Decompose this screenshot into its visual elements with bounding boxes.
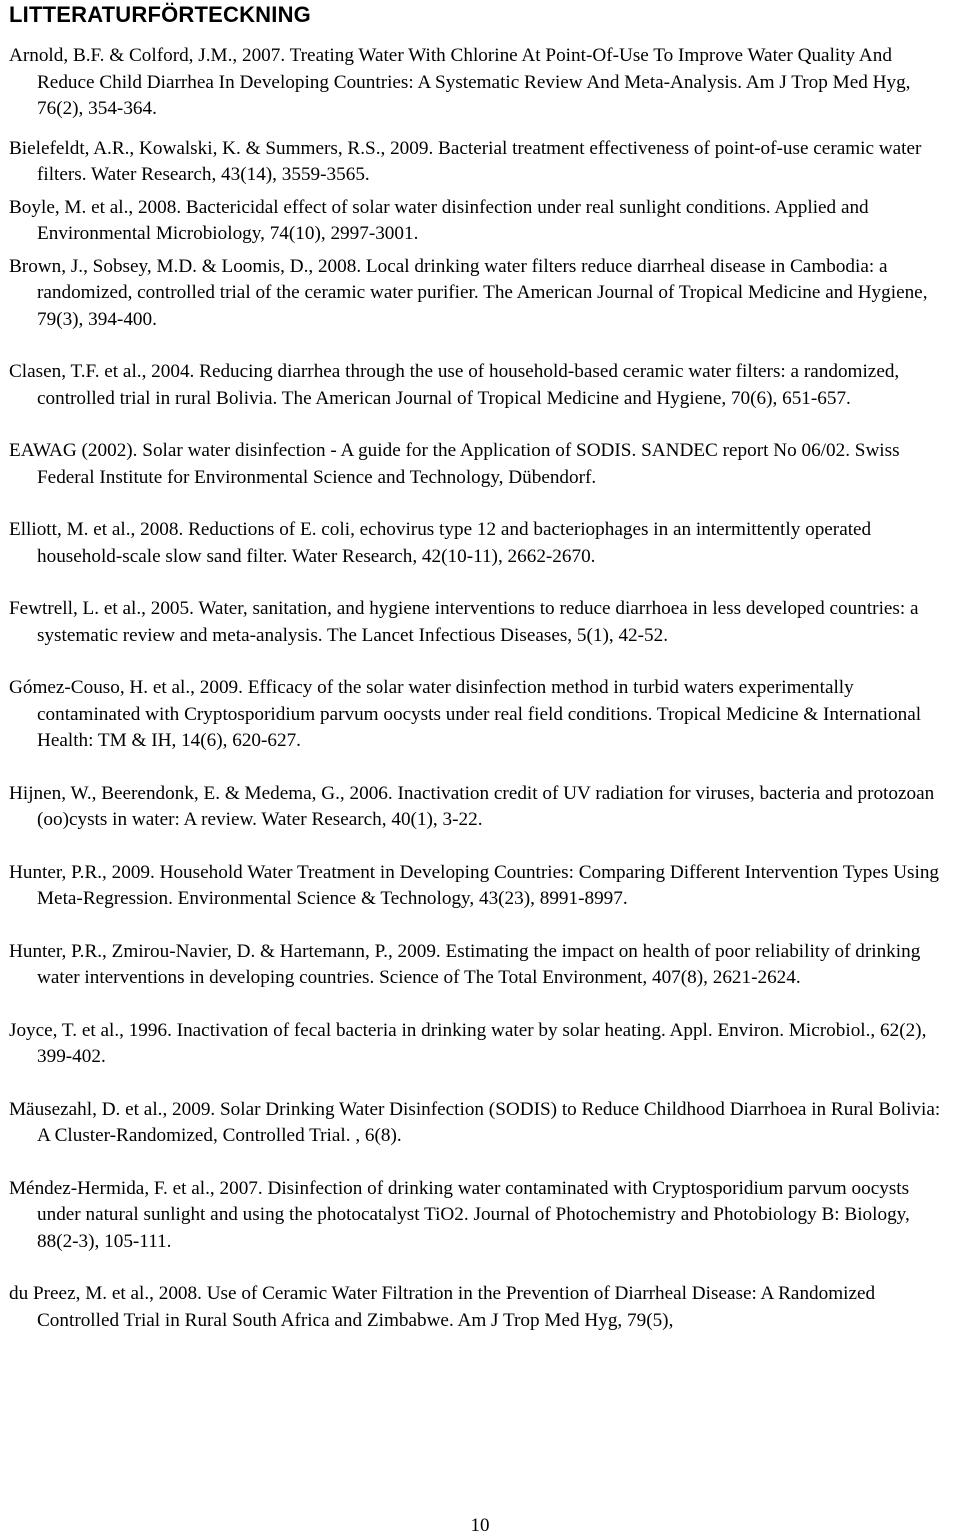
reference-item: Boyle, M. et al., 2008. Bactericidal effect of solar water disinfection under real sunlight conditions. Applied and Environmental Microbiology, 74(10), 2997-3001. [9, 196, 869, 244]
reference-list [0, 43, 960, 1334]
reference-item: Gómez-Couso, H. et al., 2009. Efficacy of the solar water disinfection method in turbid waters experimentally contaminated with Cryptosporidium parvum oocysts under real field conditions. Tropical Medicine & International Health: TM & IH, 14(6), 620-627. [9, 677, 922, 751]
reference-item: Arnold, B.F. & Colford, J.M., 2007. Treating Water With Chlorine At Point-Of-Use To Improve Water Quality And Reduce Child Diarrhea In Developing Countries: A Systematic Review And Meta-Analysis. Am J Trop Med Hyg, 76(2), 354-364. [9, 45, 911, 119]
reference-item: Méndez-Hermida, F. et al., 2007. Disinfection of drinking water contaminated with Cryptosporidium parvum oocysts under natural sunlight and using the photocatalyst TiO2. Journal of Photochemistry and Photobiology B: Biology, 88(2-3), 105-111. [9, 1177, 910, 1252]
page-number: 10 [470, 1515, 490, 1536]
reference-item: Joyce, T. et al., 1996. Inactivation of fecal bacteria in drinking water by solar heating. Appl. Environ. Microbiol., 62(2), 399-402. [9, 1019, 927, 1067]
reference-item: Hijnen, W., Beerendonk, E. & Medema, G., 2006. Inactivation credit of UV radiation for viruses, bacteria and protozoan (oo)cysts in water: A review. Water Research, 40(1), 3-22. [9, 782, 935, 830]
reference-item: Elliott, M. et al., 2008. Reductions of E. coli, echovirus type 12 and bacteriophages in an intermittently operated household-scale slow sand filter. Water Research, 42(10-11), 2662-2670. [9, 519, 872, 567]
reference-item: Hunter, P.R., 2009. Household Water Treatment in Developing Countries: Comparing Different Intervention Types Using Meta-Regression. Environmental Science & Technology, 43(23), 8991-8997. [9, 861, 940, 909]
reference-item: du Preez, M. et al., 2008. Use of Ceramic Water Filtration in the Prevention of Diarrheal Disease: A Randomized Controlled Trial in Rural South Africa and Zimbabwe. Am J Trop Med Hyg, 79(5), [9, 1283, 876, 1331]
page-title: LITTERATURFÖRTECKNING [9, 2, 311, 27]
reference-item: Clasen, T.F. et al., 2004. Reducing diarrhea through the use of household-based ceramic water filters: a randomized, controlled trial in rural Bolivia. The American Journal of Tropical Medicine and Hygiene, 70(6), 651-657. [9, 361, 900, 409]
reference-item: EAWAG (2002). Solar water disinfection - A guide for the Application of SODIS. SANDEC report No 06/02. Swiss Federal Institute for Environmental Science and Technology, Dübendorf. [9, 440, 900, 488]
reference-item: Mäusezahl, D. et al., 2009. Solar Drinking Water Disinfection (SODIS) to Reduce Childhood Diarrhoea in Rural Bolivia: A Cluster-Randomized, Controlled Trial. , 6(8). [9, 1098, 941, 1146]
reference-item: Fewtrell, L. et al., 2005. Water, sanitation, and hygiene interventions to reduce diarrhoea in less developed countries: a systematic review and meta-analysis. The Lancet Infectious Diseases, 5(1), 42-52. [9, 598, 919, 646]
reference-item: Bielefeldt, A.R., Kowalski, K. & Summers, R.S., 2009. Bacterial treatment effectiveness of point-of-use ceramic water filters. Water Research, 43(14), 3559-3565. [9, 137, 922, 185]
reference-item: Brown, J., Sobsey, M.D. & Loomis, D., 2008. Local drinking water filters reduce diarrheal disease in Cambodia: a randomized, controlled trial of the ceramic water purifier. The American Journal of Tropical Medicine and Hygiene, 79(3), 394-400. [9, 255, 928, 330]
reference-item: Hunter, P.R., Zmirou-Navier, D. & Hartemann, P., 2009. Estimating the impact on health of poor reliability of drinking water interventions in developing countries. Science of The Total Environment, 407(8), 2621-2624. [9, 940, 921, 988]
